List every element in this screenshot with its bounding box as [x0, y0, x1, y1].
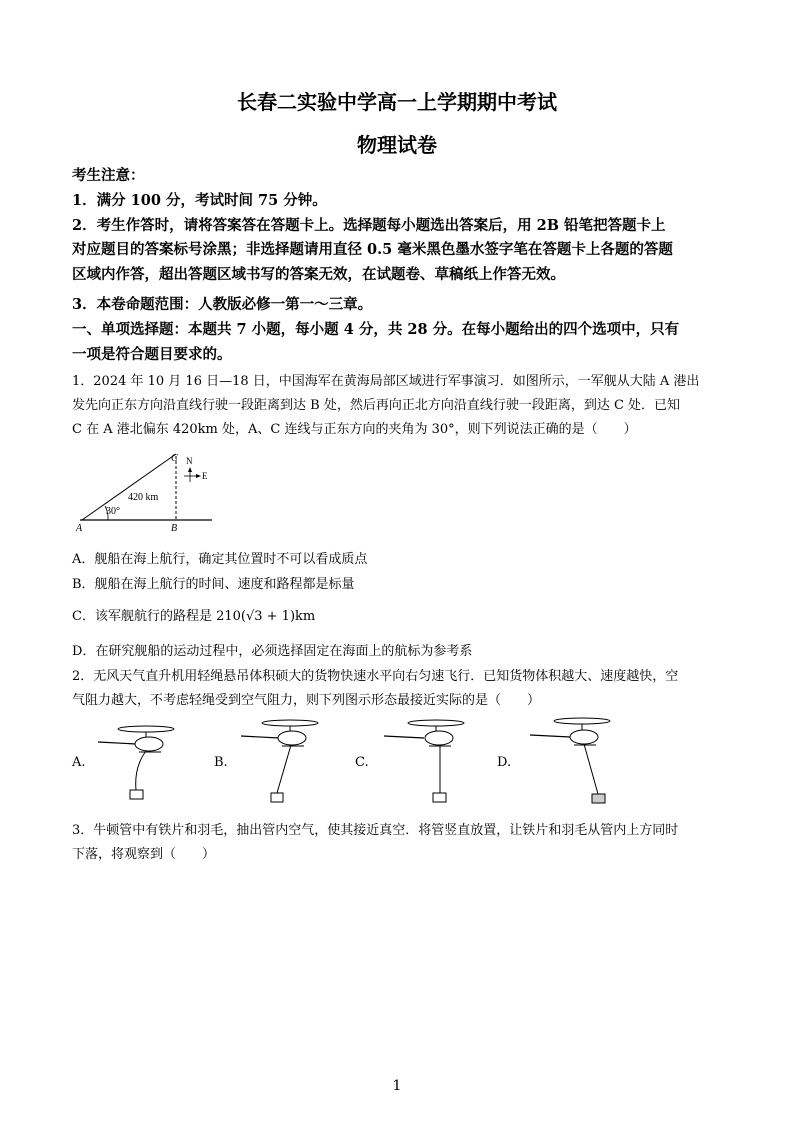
notice-item-2-cont2: 区域内作答，超出答题区域书写的答案无效，在试题卷、草稿纸上作答无效。 — [72, 266, 565, 283]
compass-icon — [184, 467, 201, 482]
q2-option-c-label: C. — [355, 755, 369, 770]
notice-item-2-cont: 对应题目的答案标号涂黑；非选择题请用直径 0.5 毫米黑色墨水签字笔在答题卡上各题的答题 — [72, 241, 673, 258]
q1-stem-line1: 1．2024 年 10 月 16 日—18 日，中国海军在黄海局部区域进行军事演习．如图所示，一军舰从大陆 A 港出 — [72, 374, 700, 389]
page-number: 1 — [392, 1078, 402, 1094]
q2-stem-line1: 2．无风天气直升机用轻绳悬吊体积硕大的货物快速水平向右匀速飞行．已知货物体积越大、速度越快，空 — [72, 669, 679, 684]
helicopter-d-image — [524, 714, 620, 804]
q1-east-label: E — [202, 471, 208, 481]
notice-item-3: 3．本卷命题范围：人教版必修一第一～三章。 — [72, 296, 373, 313]
exam-title: 长春二实验中学高一上学期期中考试 — [237, 90, 557, 114]
q1-option-c: C．该军舰航行的路程是 210(√3 + 1)km — [72, 609, 316, 624]
exam-subtitle: 物理试卷 — [357, 133, 437, 157]
notice-heading: 考生注意： — [72, 167, 145, 184]
notice-item-1: 1．满分 100 分，考试时间 75 分钟。 — [72, 192, 327, 209]
q1-angle-label: 30° — [106, 506, 120, 517]
q1-point-c: C — [171, 453, 178, 464]
q1-north-label: N — [186, 456, 193, 466]
q2-option-d-label: D. — [497, 755, 512, 770]
q1-stem-line2: 发先向正东方向沿直线行驶一段距离到达 B 处，然后再向正北方向沿直线行驶一段距离，到达 C 处．已知 — [72, 398, 681, 413]
q2-option-b-label: B. — [214, 755, 228, 770]
section-heading-cont: 一项是符合题目要求的。 — [72, 346, 232, 363]
q2-stem-line2: 气阻力越大，不考虑轻绳受到空气阻力，则下列图示形态最接近实际的是（ ） — [72, 693, 541, 708]
q1-distance-label: 420 km — [128, 492, 159, 503]
q1-option-b: B．舰船在海上航行的时间、速度和路程都是标量 — [72, 577, 355, 592]
q3-stem-line1: 3．牛顿管中有铁片和羽毛，抽出管内空气，使其接近真空．将管竖直放置，让铁片和羽毛从管内上方同时 — [72, 823, 679, 838]
notice-item-2: 2．考生作答时，请将答案答在答题卡上。选择题每小题选出答案后，用 2B 铅笔把答题卡上 — [72, 217, 666, 234]
q2-option-a-label: A. — [72, 755, 86, 770]
helicopter-c-image — [378, 716, 478, 804]
q1-option-d: D．在研究舰船的运动过程中，必须选择固定在海面上的航标为参考系 — [72, 644, 473, 659]
helicopter-b-image — [235, 716, 330, 804]
q1-stem-line3: C 在 A 港北偏东 420km 处，A、C 连线与正东方向的夹角为 30°，则下列说法正确的是（ ） — [72, 422, 637, 437]
q1-triangle-figure — [72, 450, 217, 535]
q1-option-a: A．舰船在海上航行，确定其位置时不可以看成质点 — [72, 552, 368, 567]
section-heading: 一、单项选择题：本题共 7 小题，每小题 4 分，共 28 分。在每小题给出的四个选项中，只有 — [72, 321, 680, 338]
q1-point-a: A — [76, 523, 83, 534]
q1-point-b: B — [171, 523, 178, 534]
q3-stem-line2: 下落，将观察到（ ） — [72, 847, 216, 862]
helicopter-a-image — [94, 722, 189, 804]
